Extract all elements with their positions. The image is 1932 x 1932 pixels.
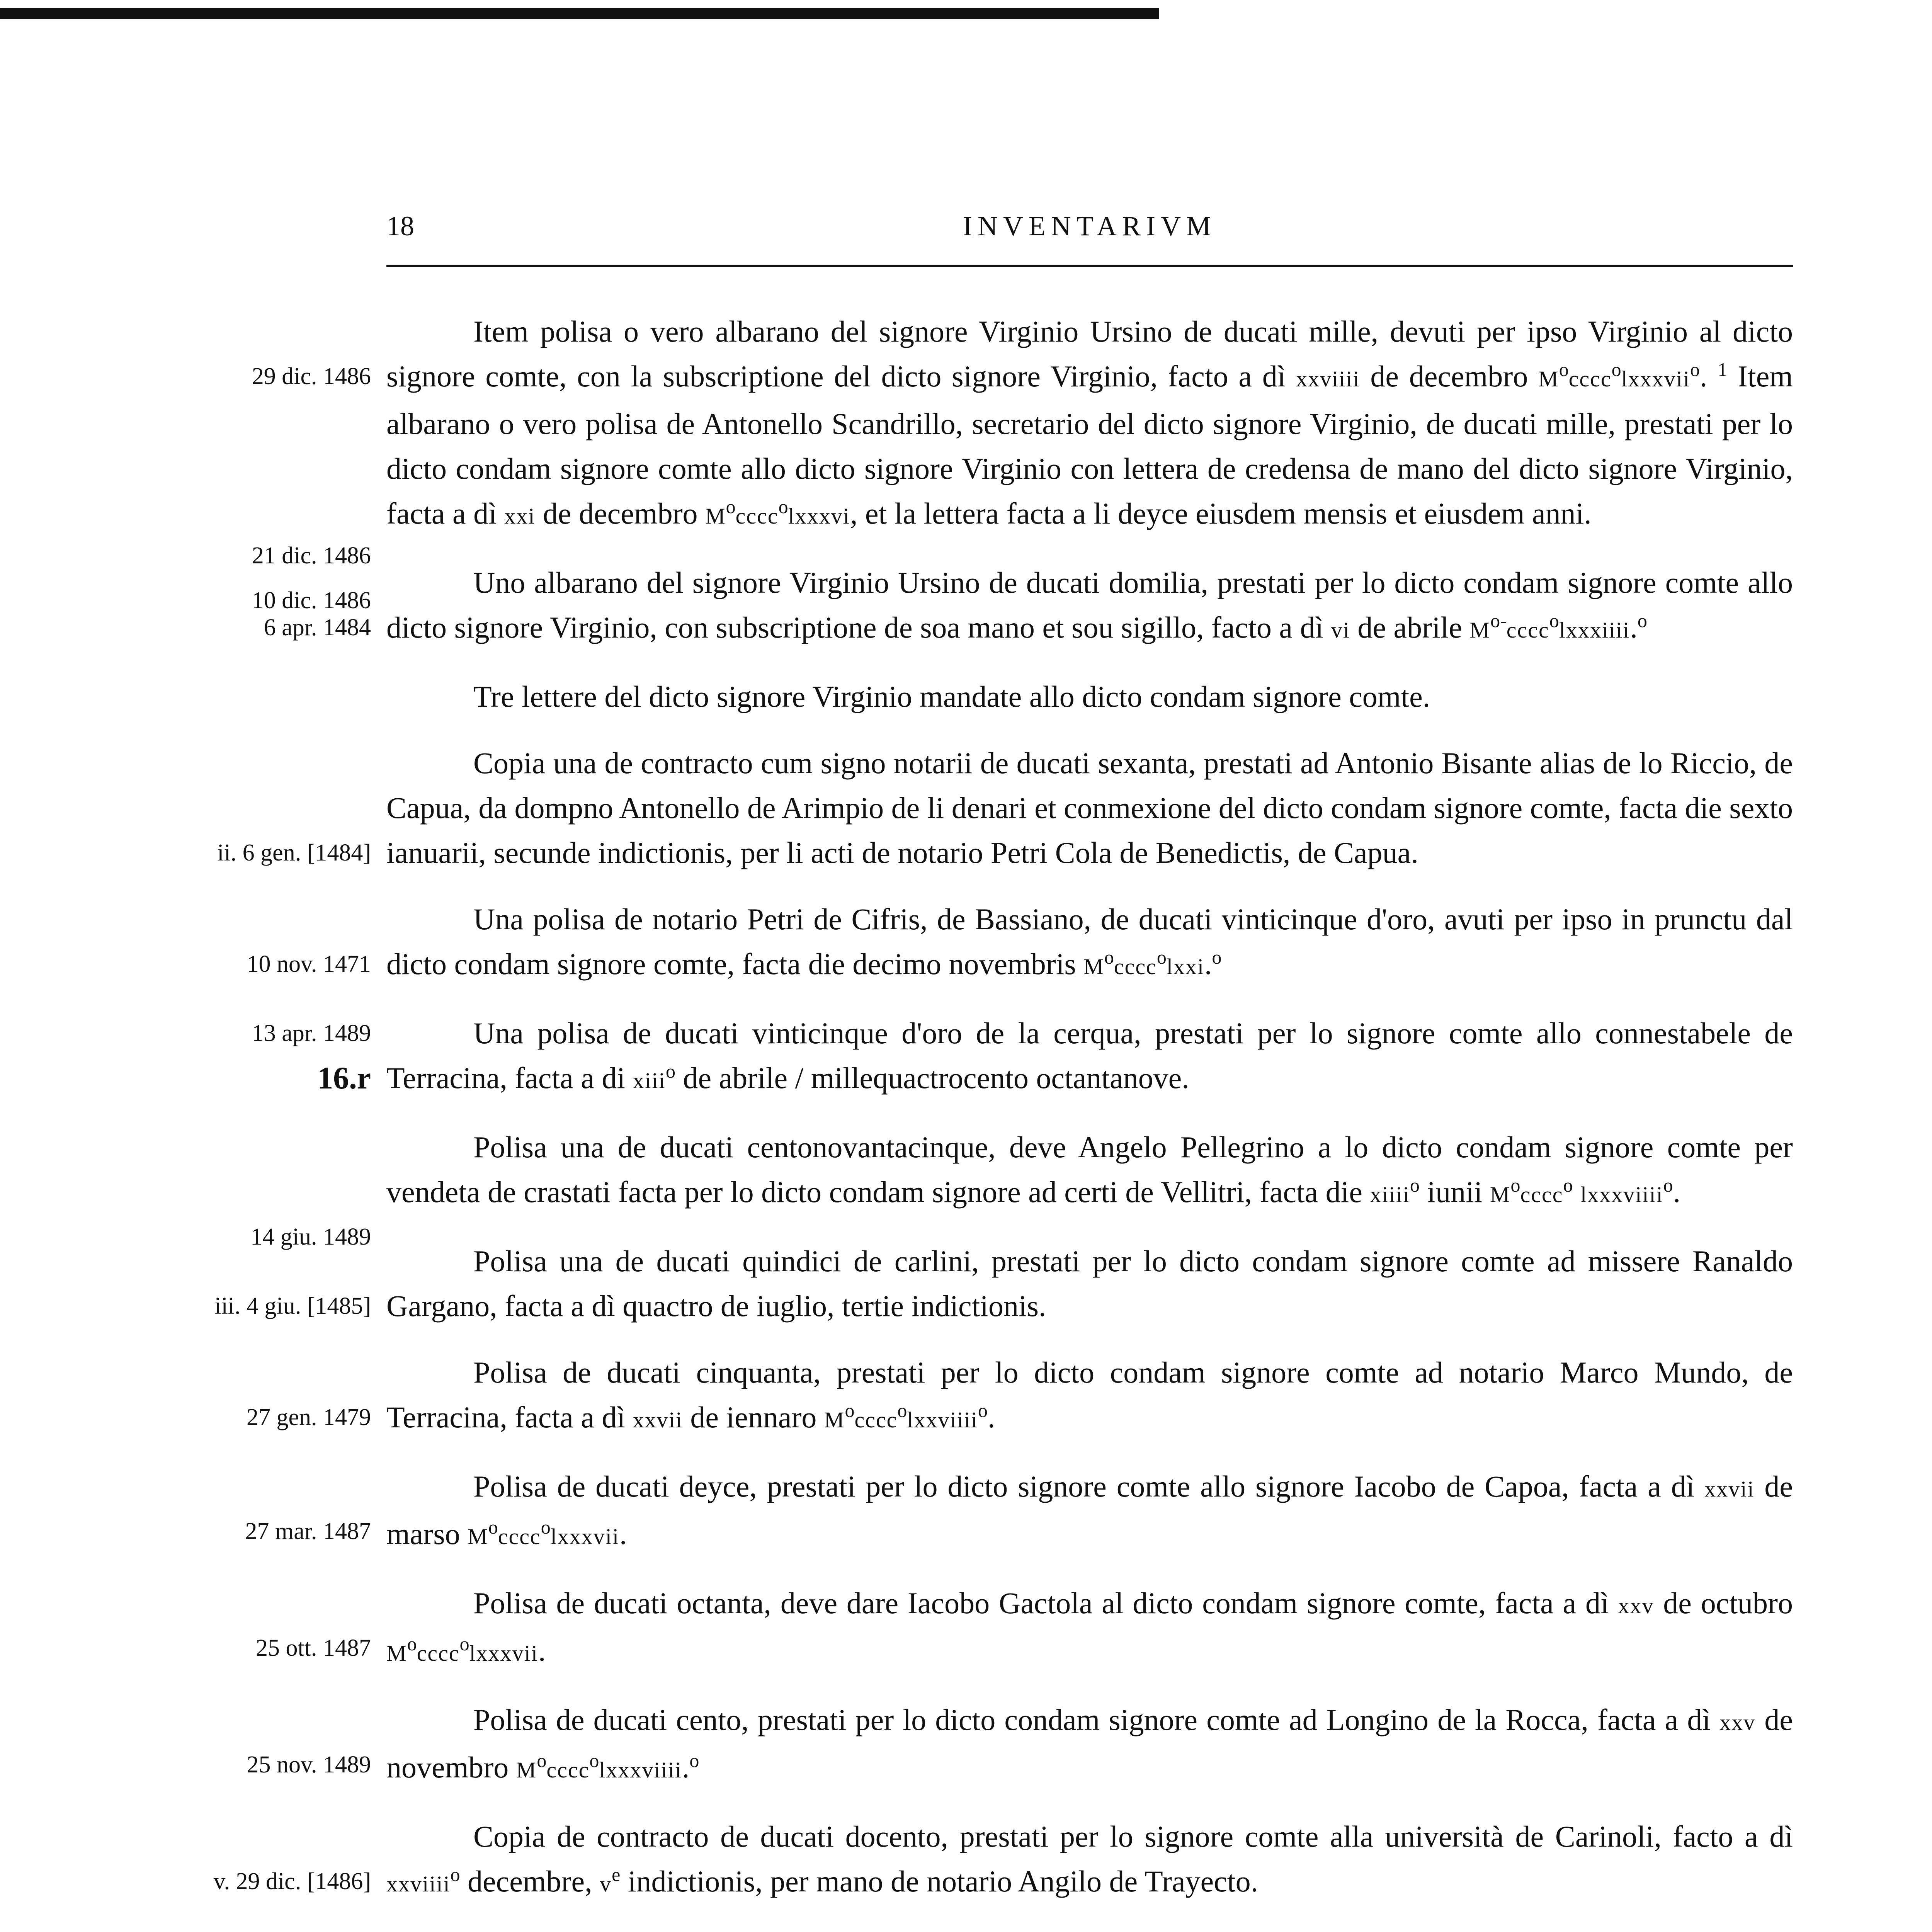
- margin-date-note: 29 dic. 1486: [252, 363, 371, 389]
- page-header: [386, 209, 1793, 243]
- small-caps-numeral: xiii: [633, 1068, 666, 1093]
- superscript: o: [689, 1750, 699, 1771]
- small-caps-numeral: M: [1490, 1182, 1511, 1207]
- text-run: .: [1700, 359, 1718, 393]
- superscript: o: [450, 1864, 460, 1885]
- superscript: o: [1559, 359, 1569, 380]
- text-run: .: [988, 1400, 995, 1434]
- inventory-entry: [386, 674, 1793, 719]
- margin-date-note: v. 29 dic. [1486]: [213, 1868, 371, 1895]
- text-run: [1573, 1175, 1580, 1209]
- small-caps-numeral: lxxxvii: [1621, 366, 1690, 391]
- inventory-entry: [250, 1125, 1793, 1250]
- small-caps-numeral: M: [1083, 954, 1104, 979]
- superscript: o: [1663, 1174, 1673, 1196]
- text-run: , et la lettera facta a li deyce eiusdem mensis et eiusdem anni.: [850, 497, 1592, 530]
- small-caps-numeral: M: [386, 1641, 407, 1666]
- superscript: o: [1410, 1174, 1420, 1196]
- superscript: o: [1611, 359, 1621, 380]
- page-number: 18: [386, 211, 414, 242]
- small-caps-numeral: M: [824, 1407, 845, 1432]
- small-caps-numeral: v: [600, 1871, 612, 1896]
- inventory-entry: [256, 1581, 1793, 1676]
- inventory-entry: [386, 1928, 1793, 1932]
- margin-date-note: 21 dic. 1486: [252, 543, 371, 569]
- superscript: o: [726, 496, 736, 517]
- small-caps-numeral: lxxxvii: [550, 1524, 620, 1549]
- small-caps-numeral: lxxxviiii: [599, 1757, 682, 1782]
- small-caps-numeral: xxvii: [1704, 1476, 1755, 1502]
- margin-date-note: iii. 4 giu. [1485]: [214, 1293, 371, 1319]
- small-caps-numeral: lxxxvii: [469, 1641, 538, 1666]
- small-caps-numeral: xxv: [1719, 1710, 1756, 1735]
- entry-text: [386, 1814, 1793, 1906]
- superscript: o: [1104, 946, 1114, 968]
- superscript: o: [459, 1633, 469, 1655]
- text-run: de abrile / millequactrocento octantanove.: [675, 1061, 1189, 1095]
- text-run: .: [1630, 611, 1638, 644]
- text-run: decembre,: [460, 1864, 600, 1898]
- small-caps-numeral: xxi: [504, 503, 536, 529]
- small-caps-numeral: M: [1538, 366, 1559, 391]
- text-run: Una polisa de notario Petri de Cifris, de Bassiano, de ducati vinticinque d'oro, avuti per ipso in prunctu dal dicto condam signore comte, facta die decimo novembris: [386, 902, 1793, 981]
- text-run: Polisa de ducati cento, prestati per lo dicto condam signore comte ad Longino de la Rocca, facta a dì: [473, 1703, 1720, 1736]
- superscript: o: [1637, 610, 1647, 631]
- folio-marker: 16.r: [317, 1060, 371, 1095]
- text-run: .: [1204, 947, 1212, 981]
- text-run: de abrile: [1350, 611, 1470, 644]
- superscript: o: [845, 1400, 855, 1421]
- inventory-entry: [252, 1011, 1793, 1103]
- small-caps-numeral: lxxi: [1166, 954, 1205, 979]
- small-caps-numeral: vi: [1331, 617, 1350, 643]
- small-caps-numeral: cccc: [417, 1641, 460, 1666]
- text-run: Uno albarano del signore Virginio Ursino de ducati domilia, prestati per lo dicto condam signore comte allo dicto signore Virginio, con subscriptione de soa mano et sou sigillo, facto a dì: [386, 566, 1793, 644]
- text-run: .: [1673, 1175, 1681, 1209]
- superscript: o: [1212, 946, 1222, 968]
- text-run: Copia una de contracto cum signo notarii de ducati sexanta, prestati ad Antonio Bisante alias de lo Riccio, de Capua, da dompno Antonello de Arimpio de li denari et conmexione del dicto condam signore comte, facta die sexto ianuarii, secunde indictionis, per li acti de notario Petri Cola de Benedictis, de Capua.: [386, 746, 1793, 869]
- margin-date-note: 13 apr. 1489: [252, 1020, 371, 1046]
- margin-date-note: 27 mar. 1487: [245, 1518, 371, 1544]
- margin-date-note: 10 nov. 1471: [247, 951, 371, 977]
- superscript: o: [589, 1750, 599, 1771]
- margin-date-note: 27 gen. 1479: [246, 1404, 371, 1430]
- text-run: .: [619, 1517, 627, 1551]
- text-run: Copia de contracto de ducati docento, prestati per lo signore comte alla università de Carinoli, facto a dì: [473, 1820, 1793, 1853]
- text-run: Polisa una de ducati centonovantacinque, deve Angelo Pellegrino a lo dicto condam signore comte per vendeta de crastati facta per lo dicto condam signore ad certi de Vellitri, facta die: [386, 1130, 1793, 1209]
- entry-text: [386, 1350, 1793, 1442]
- inventory-entry: [247, 897, 1793, 989]
- text-run: de decembro: [535, 497, 706, 530]
- top-edge-rule: [0, 8, 1159, 19]
- entry-text: [386, 560, 1793, 653]
- text-run: Polisa una de ducati quindici de carlini, prestati per lo dicto condam signore comte ad missere Ranaldo Gargano, facta a dì quactro de iuglio, tertie indictionis.: [386, 1244, 1793, 1323]
- inventory-entry: [213, 1814, 1793, 1906]
- margin-date-note: 10 dic. 1486: [252, 587, 371, 614]
- entry-text: [386, 741, 1793, 875]
- small-caps-numeral: M: [705, 503, 726, 529]
- superscript: o: [488, 1516, 498, 1538]
- text-run: de decembro: [1360, 359, 1539, 393]
- small-caps-numeral: lxxxviiii: [1580, 1182, 1663, 1207]
- header-rule: [386, 265, 1793, 267]
- inventory-entry: [214, 1239, 1793, 1328]
- superscript: o: [1549, 610, 1559, 631]
- text-run: Tre lettere del dicto signore Virginio mandate allo dicto condam signore comte.: [473, 680, 1430, 713]
- entry-text: [386, 1125, 1793, 1217]
- text-run: de novembro: [386, 1703, 1793, 1784]
- small-caps-numeral: lxxxvi: [788, 503, 850, 529]
- superscript: -: [1500, 610, 1507, 631]
- entry-text: [386, 1464, 1793, 1559]
- superscript: o: [1690, 359, 1700, 380]
- entry-text: [386, 1928, 1793, 1932]
- text-run: indictionis, per mano de notario Angilo de Trayecto.: [620, 1864, 1259, 1898]
- entry-text: [386, 1581, 1793, 1676]
- text-run: .: [682, 1750, 690, 1784]
- superscript: o: [407, 1633, 417, 1655]
- small-caps-numeral: xxviiii: [386, 1871, 451, 1896]
- superscript: o: [1490, 610, 1500, 631]
- superscript: o: [1156, 946, 1167, 968]
- small-caps-numeral: M: [516, 1757, 537, 1782]
- text-run: de octubro: [1654, 1586, 1793, 1620]
- entry-text: [386, 1239, 1793, 1328]
- margin-date-note: 6 apr. 1484: [264, 614, 371, 641]
- entry-text: [386, 309, 1793, 539]
- margin-date-note: 14 giu. 1489: [250, 1224, 371, 1250]
- entry-text: [386, 1697, 1793, 1793]
- small-caps-numeral: cccc: [1520, 1182, 1563, 1207]
- superscript: o: [978, 1400, 988, 1421]
- small-caps-numeral: lxxxiiii: [1559, 617, 1630, 643]
- margin-date-note: 25 nov. 1489: [247, 1752, 371, 1778]
- text-run: Una polisa de ducati vinticinque d'oro de la cerqua, prestati per lo signore comte allo connestabele de Terracina, facta a di: [386, 1016, 1793, 1095]
- small-caps-numeral: cccc: [1506, 617, 1549, 643]
- inventory-entries: [213, 309, 1793, 1932]
- superscript: e: [612, 1864, 621, 1885]
- text-run: .: [538, 1634, 546, 1667]
- text-run: Polisa de ducati octanta, deve dare Iacobo Gactola al dicto condam signore comte, facta a dì: [473, 1586, 1618, 1620]
- superscript: o: [897, 1400, 907, 1421]
- inventory-entry: [245, 1464, 1793, 1559]
- text-run: Polisa de ducati cinquanta, prestati per lo dicto condam signore comte ad notario Marco Mundo, de Terracina, facta a dì: [386, 1355, 1793, 1434]
- entry-text: [386, 897, 1793, 989]
- text-run: Item polisa o vero albarano del signore Virginio Ursino de ducati mille, devuti per ipso Virginio al dicto signore comte, con la subscriptione del dicto signore Virginio, facto a dì: [386, 315, 1793, 393]
- text-run: Polisa de ducati deyce, prestati per lo dicto signore comte allo signore Iacobo de Capoa, facta a dì: [473, 1469, 1705, 1503]
- running-title: INVENTARIVM: [963, 211, 1217, 242]
- entry-text: [386, 1011, 1793, 1103]
- small-caps-numeral: xxvii: [633, 1407, 683, 1432]
- text-run: Item albarano o vero polisa de Antonello Scandrillo, secretario del dicto signore Virginio, de ducati mille, prestati per lo dicto condam signore comte allo dicto signore Virginio con lettera de credensa de mano del dicto signore Virginio, facta a dì: [386, 359, 1793, 530]
- text-run: de marso: [386, 1469, 1793, 1551]
- inventory-entry: [217, 741, 1793, 875]
- small-caps-numeral: cccc: [498, 1524, 541, 1549]
- small-caps-numeral: cccc: [1114, 954, 1157, 979]
- superscript: o: [1510, 1174, 1520, 1196]
- small-caps-numeral: xxv: [1618, 1593, 1654, 1618]
- text-run: iunii: [1419, 1175, 1490, 1209]
- superscript: o: [541, 1516, 551, 1538]
- margin-date-note: ii. 6 gen. [1484]: [217, 840, 371, 866]
- text-run: de iennaro: [682, 1400, 824, 1434]
- superscript: o: [537, 1750, 547, 1771]
- margin-date-note: 25 ott. 1487: [256, 1635, 371, 1661]
- small-caps-numeral: cccc: [1568, 366, 1612, 391]
- superscript: o: [778, 496, 788, 517]
- inventory-entry: [246, 1350, 1793, 1442]
- superscript: o: [665, 1060, 675, 1082]
- small-caps-numeral: cccc: [854, 1407, 898, 1432]
- small-caps-numeral: xiiii: [1370, 1182, 1410, 1207]
- small-caps-numeral: M: [468, 1524, 488, 1549]
- inventory-entry: [247, 1697, 1793, 1793]
- superscript: 1: [1718, 359, 1728, 380]
- small-caps-numeral: xxviiii: [1296, 366, 1360, 391]
- small-caps-numeral: cccc: [735, 503, 779, 529]
- small-caps-numeral: cccc: [546, 1757, 590, 1782]
- small-caps-numeral: lxxviiii: [907, 1407, 978, 1432]
- superscript: o: [1563, 1174, 1573, 1196]
- small-caps-numeral: M: [1469, 617, 1491, 643]
- entry-text: [386, 674, 1793, 719]
